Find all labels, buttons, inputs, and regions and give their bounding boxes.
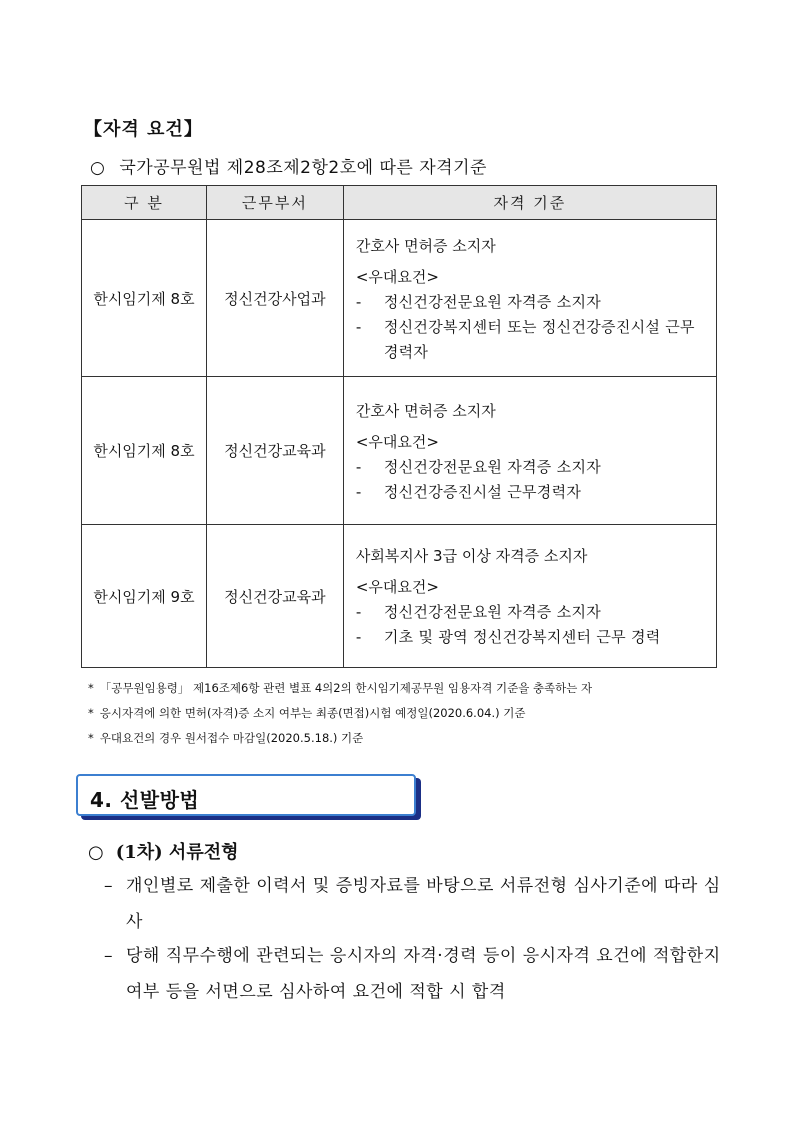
dash-mark: -: [355, 457, 362, 476]
footnote: [88, 676, 592, 701]
criteria-main: 사회복지사 3급 이상 자격증 소지자: [355, 547, 588, 565]
selection-method-heading: 4. 선발방법: [76, 774, 416, 816]
footnotes: [88, 676, 592, 751]
table-row: [82, 525, 717, 668]
criteria-main: 간호사 면허증 소지자: [355, 236, 496, 255]
dash-mark: –: [104, 876, 113, 896]
criteria-cell: [343, 377, 716, 525]
selection-item: [104, 938, 724, 1010]
dash-mark: -: [355, 292, 362, 311]
department-cell: 정신건강교육과: [206, 525, 343, 668]
preference-item-text: 정신건강전문요원 자격증 소지자: [383, 457, 602, 476]
header-criteria: 자격 기준: [343, 186, 716, 220]
grade-cell: 한시임기제 9호: [82, 525, 207, 668]
dash-mark: -: [355, 628, 362, 646]
bullet-circle-icon: ○: [88, 842, 104, 863]
selection-item-text: 당해 직무수행에 관련되는 응시자의 자격·경력 등이 응시자격 요건에 적합한지 여부 등을 서면으로 심사하여 요건에 적합 시 합격: [126, 946, 721, 1002]
preference-item: [356, 625, 708, 650]
footnote-text: 우대요건의 경우 원서접수 마감일(2020.5.18.) 기준: [99, 731, 364, 745]
preference-item: [356, 455, 708, 480]
selection-stage-line: [88, 838, 238, 864]
criteria-main: 간호사 면허증 소지자: [355, 401, 496, 420]
preference-title: <우대요건>: [355, 432, 439, 451]
asterisk-icon: *: [88, 731, 94, 745]
qualification-table: [81, 185, 717, 668]
table-row: [82, 220, 717, 377]
table-row: [82, 377, 717, 525]
preference-item-text: 정신건강전문요원 자격증 소지자: [383, 292, 602, 311]
selection-item: [104, 868, 724, 940]
preference-item-text: 정신건강증진시설 근무경력자: [383, 482, 582, 501]
asterisk-icon: *: [88, 706, 94, 720]
preference-item-text: 정신건강전문요원 자격증 소지자: [383, 603, 602, 621]
dash-mark: -: [355, 482, 362, 501]
qualifications-title: 【자격 요건】: [84, 119, 203, 140]
preference-title: <우대요건>: [355, 267, 439, 286]
preference-item: [356, 290, 708, 315]
grade-cell: 한시임기제 8호: [82, 377, 207, 525]
qualification-standard-text: 국가공무원법 제28조제2항2호에 따른 자격기준: [119, 158, 487, 178]
criteria-cell: [343, 525, 716, 668]
bullet-circle-icon: ○: [90, 158, 106, 178]
department-cell: 정신건강교육과: [206, 377, 343, 525]
footnote-text: 응시자격에 의한 면허(자격)증 소지 여부는 최종(면접)시험 예정일(2020.6.04.) 기준: [99, 706, 526, 720]
preference-item: [356, 600, 708, 625]
criteria-cell: [343, 220, 716, 377]
selection-stage-text: (1차) 서류전형: [115, 842, 239, 863]
grade-cell: 한시임기제 8호: [82, 220, 207, 377]
table-header-row: [82, 186, 717, 220]
dash-mark: –: [104, 946, 113, 966]
header-department: 근무부서: [206, 186, 343, 220]
preference-title: <우대요건>: [355, 578, 439, 596]
dash-mark: -: [355, 317, 362, 336]
asterisk-icon: *: [88, 681, 94, 695]
header-division: 구 분: [82, 186, 207, 220]
footnote-text: 「공무원임용령」 제16조제6항 관련 별표 4의2의 한시임기제공무원 임용자격 기준을 충족하는 자: [99, 681, 593, 695]
department-cell: 정신건강사업과: [206, 220, 343, 377]
preference-item-text: 기초 및 광역 정신건강복지센터 근무 경력: [383, 628, 661, 646]
preference-item: [356, 480, 708, 505]
dash-mark: -: [355, 603, 362, 621]
qualification-standard-line: [90, 153, 487, 178]
footnote: [88, 701, 592, 726]
preference-item-text: 정신건강복지센터 또는 정신건강증진시설 근무 경력자: [383, 317, 695, 361]
footnote: [88, 726, 592, 751]
selection-item-text: 개인별로 제출한 이력서 및 증빙자료를 바탕으로 서류전형 심사기준에 따라 심사: [126, 876, 721, 932]
preference-item: [356, 315, 708, 365]
